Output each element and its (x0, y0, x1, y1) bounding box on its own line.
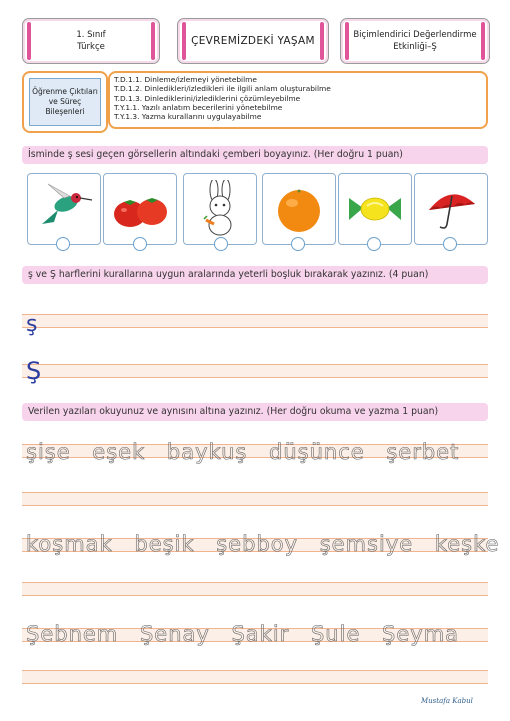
grade-label: 1. Sınıf (76, 30, 106, 40)
theme-title: ÇEVREMİZDEKİ YAŞAM (191, 35, 315, 47)
picture-card-rabbit (183, 173, 257, 245)
orange-icon (269, 180, 329, 238)
outcomes-list (108, 71, 488, 129)
trace-words-row2: koşmak beşik şebboy şemsiye keşke (26, 532, 500, 556)
model-letter-lowercase: ş (26, 312, 38, 337)
writing-line-uppercase[interactable] (22, 356, 488, 386)
rabbit-icon (190, 180, 250, 238)
hummingbird-icon (34, 180, 94, 238)
writing-line[interactable] (22, 574, 488, 604)
model-letter-uppercase: Ş (26, 357, 42, 385)
answer-circle[interactable] (56, 237, 70, 251)
trace-words-row1: şişe eşek baykuş düşünce şerbet (26, 440, 460, 464)
candy-icon (345, 180, 405, 238)
picture-card-umbrella (414, 173, 488, 245)
activity-title-line1: Biçimlendirici Değerlendirme (353, 30, 477, 40)
picture-card-hummingbird (27, 173, 101, 245)
outcomes-label-box (22, 71, 108, 133)
picture-card-orange (262, 173, 336, 245)
writing-line[interactable] (22, 664, 488, 688)
outcome-item: T.Y.1.1. Yazılı anlatım becerilerini yönetebilme (114, 102, 283, 112)
answer-circle[interactable] (443, 237, 457, 251)
writing-line-lowercase[interactable] (22, 306, 488, 336)
activity-box (340, 18, 490, 64)
umbrella-icon (421, 180, 481, 238)
picture-card-tomatoes (103, 173, 177, 245)
outcome-item: T.D.1.1. Dinleme/izlemeyi yönetebilme (114, 75, 257, 84)
outcome-item: T.D.1.2. Dinledikleri/izledikleri ile ilgili anlam oluşturabilme (114, 84, 331, 94)
subject-label: Türkçe (77, 42, 105, 52)
picture-card-candy (338, 173, 412, 245)
outcome-item: T.Y.1.3. Yazma kurallarını uygulayabilme (114, 112, 262, 122)
writing-line[interactable] (22, 484, 488, 514)
theme-box (177, 18, 329, 64)
answer-circle[interactable] (133, 237, 147, 251)
author-signature: Mustafa Kabul (421, 697, 473, 705)
task3-instruction: Verilen yazıları okuyunuz ve aynısını altına yazınız. (Her doğru okuma ve yazma 1 puan) (22, 403, 488, 421)
task1-instruction: İsminde ş sesi geçen görsellerin altındaki çemberi boyayınız. (Her doğru 1 puan) (22, 146, 488, 164)
outcome-item: T.D.1.3. Dinlediklerini/izlediklerini çözümleyebilme (114, 93, 301, 103)
answer-circle[interactable] (367, 237, 381, 251)
tomatoes-icon (110, 180, 170, 238)
task2-instruction: ş ve Ş harflerini kurallarına uygun aralarında yeterli boşluk bırakarak yazınız. (4 puan) (22, 266, 488, 284)
trace-words-row3: Şebnem Şenay Şakir Şule Şeyma (26, 622, 460, 646)
grade-box (22, 18, 160, 64)
activity-title-line2: Etkinliği–Ş (393, 42, 437, 52)
answer-circle[interactable] (291, 237, 305, 251)
outcomes-label: Öğrenme Çıktıları ve Süreç Bileşenleri (29, 78, 101, 126)
answer-circle[interactable] (214, 237, 228, 251)
